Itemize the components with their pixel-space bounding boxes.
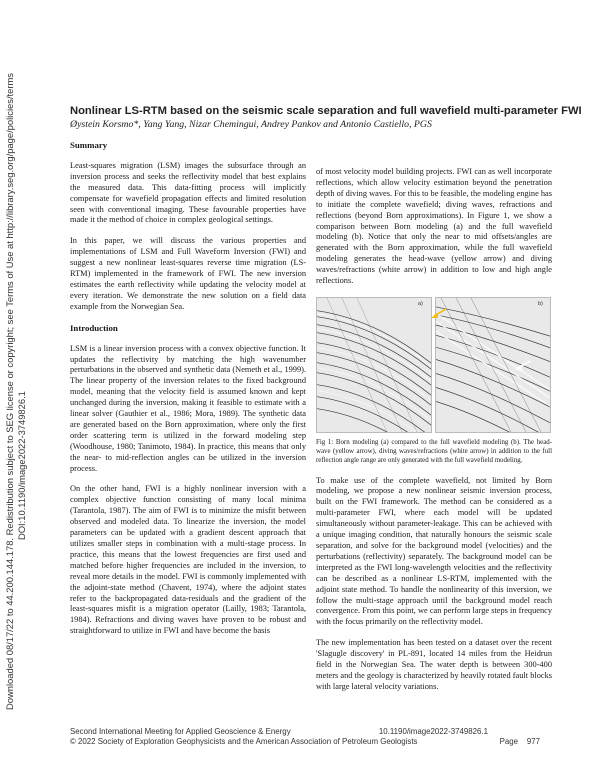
head-wave-arrow-icon (430, 307, 448, 319)
right-column (316, 167, 552, 703)
panel-a-label: a) (418, 300, 423, 307)
doi-notice: DOI:10.1190/image2022-3749826.1 (16, 391, 27, 540)
download-notice: Downloaded 08/17/22 to 44.200.144.178. Redistribution subject to SEG license or copyright; see Terms of Use at http://library.seg.org/page/policies/terms (4, 73, 15, 710)
page-footer (70, 727, 540, 747)
page-number: 977 (526, 737, 540, 746)
panel-b-label: b) (538, 300, 543, 307)
left-column (70, 140, 306, 647)
page-label: Page (499, 737, 519, 746)
footer-doi: 10.1190/image2022-3749826.1 (378, 727, 488, 736)
diving-wave-arrow-icon (514, 359, 532, 371)
summary-paragraph-2: In this paper, we will discuss the various properties and implementations of LSM and Full Waveform Inversion (FWI) and suggest a new nonlinear least-squares reverse time migration (LS-RTM) implemented in the framework of FWI. The new inversion estimates the earth reflectivity while updating the velocity model at every iteration. We demonstrate the new solution on a field data example from the Norwegian Sea. (70, 236, 306, 311)
figure-1 (316, 297, 550, 433)
introduction-paragraph-1: LSM is a linear inversion process with a convex objective function. It updates the reflectivity by matching the high wavenumber perturbations in the observed and synthetic data (Nemeth et al., 1999). The linear property of the inversion relates to the fixed background model, meaning that the velocity field is assumed known and kept unchanged during the inversion, making it feasible to estimate with a linear solver (Gauthier et al., 1986; Mora, 1989). The synthetic data are generated based on the Born approximation, where only the first order scattering term is utilized in the forward modeling step (Woodhouse, 1980; Tanimoto, 1984). In practice, this means that only the near- to mid-reflection angles can be utilized in the inversion process. (70, 343, 306, 473)
summary-paragraph-1: Least-squares migration (LSM) images the subsurface through an inversion process and seeks the reflectivity model that best explains the measured data. This data-fitting process will implicitly compensate for wavefield propagation effects and limited resolution seen with conventional imaging. These favourable properties have made it the method of choice in complex geological settings. (70, 160, 306, 225)
summary-heading: Summary (70, 140, 108, 150)
full-wavefield-panel (435, 297, 551, 433)
paper-title: Nonlinear LS-RTM based on the seismic scale separation and full wavefield multi-parameter FWI (70, 105, 582, 117)
page-number-block (500, 737, 540, 746)
copyright-notice: © 2022 Society of Exploration Geophysicists and the American Association of Petroleum Geologists (70, 737, 418, 746)
meeting-name: Second International Meeting for Applied Geoscience & Energy (70, 727, 291, 736)
download-sidebar (2, 73, 28, 710)
right-paragraph-3: The new implementation has been tested on a dataset over the recent 'Slagugle discovery' in PL-891, located 14 miles from the Heidrun field in the Norwegian Sea. The water depth is between 300-400 meters and the geology is characterized by heavily rotated fault blocks with large lateral velocity variations. (316, 638, 552, 691)
born-modeling-image (317, 298, 431, 432)
paper-authors: Øystein Korsmo*, Yang Yang, Nizar Chemingui, Andrey Pankov and Antonio Castiello, PGS (70, 119, 432, 130)
introduction-paragraph-2: On the other hand, FWI is a highly nonlinear inversion with a complex objective function consisting of many local minima (Tarantola, 1987). The aim of FWI is to minimize the misfit between observed and modeled data. To linearize the inversion, the model parameters can be updated with a gradient descent approach that utilizes smaller steps in combination with a multi-stage process. In practice, this means that the lowest frequencies are first used and matched before higher frequencies are included in the inversion, to reveal more details in the model. FWI is commonly implemented with the adjoint-state method (Chavent, 1974), where the adjoint states refer to the backpropagated data-residuals and the gradient of the least-squares misfit is a migration operator (Lailly, 1983; Tarantola, 1984). Refractions and diving waves have proven to be robust and straightforward to utilize in FWI and have become the basis (70, 484, 306, 636)
figure-1-caption: Fig 1: Born modeling (a) compared to the full wavefield modeling (b). The head-wave (yellow arrow), diving waves/refractions (white arrow) in addition to the full reflection angle range are only generated with the full wavefield modeling. (316, 438, 552, 465)
right-paragraph-2: To make use of the complete wavefield, not limited by Born modeling, we propose a new nonlinear seismic inversion process, built on the FWI framework. The method can be considered as a multi-parameter FWI, where each model will be updated simultaneously without parameter-leakage. This can be achieved with a unique imaging condition, that naturally honours the seismic scale separation, and solve for the background model (velocities) and the perturbations (reflectivity) separately. The background model can be interpreted as the FWI long-wavelength velocities and the reflectivity can be described as a nonlinear LS-RTM, implemented with the adjoint state method. To handle the nonlinearity of this inversion, we follow the multi-stage approach until the background model reach convergence. From this point, we can perform large steps in frequency with the focus primarily on the reflectivity model. (316, 475, 552, 627)
born-modeling-panel (316, 297, 432, 433)
introduction-heading: Introduction (70, 322, 118, 333)
full-wavefield-image (436, 298, 550, 432)
right-paragraph-1: of most velocity model building projects. FWI can as well incorporate reflections, which allow velocity estimation beyond the penetration depth of diving waves. For this to be feasible, the modeling engine has to initiate the complete wavefield; diving waves, refractions and reflections (beyond Born approximations). In Figure 1, we show a comparison between Born modeling (a) and the full wavefield modeling (b). Notice that only the near to mid offsets/angles are generated with the Born approximation, while the full wavefield modeling generates the head-wave (yellow arrow) and diving waves/refractions (white arrow) in addition to low and high angle reflections. (316, 167, 552, 286)
